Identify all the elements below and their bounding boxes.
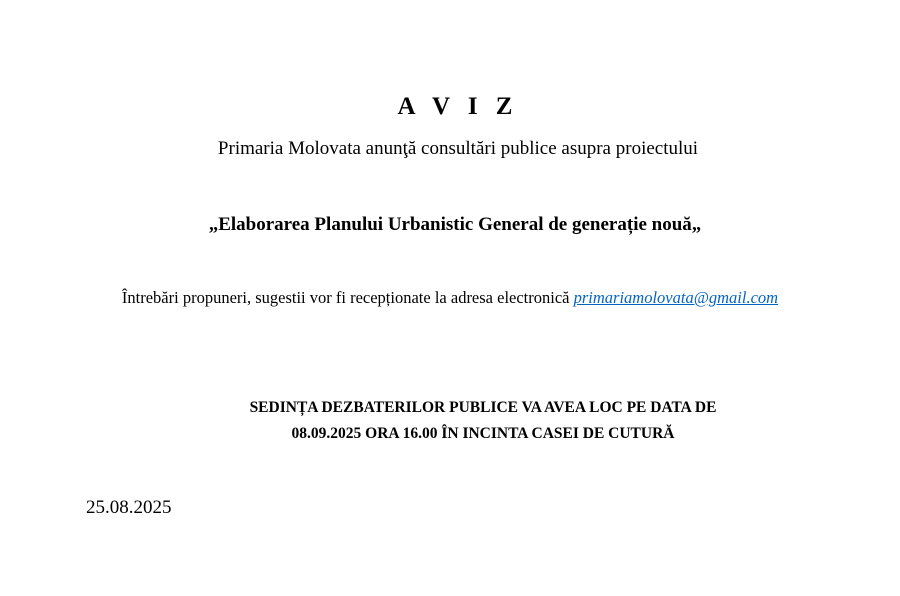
meeting-info-line-2: 08.09.2025 ORA 16.00 ÎN INCINTA CASEI DE CUTURĂ — [291, 425, 675, 442]
notice-subtitle: Primaria Molovata anunţă consultări publice asupra proiectului — [217, 138, 699, 159]
contact-line — [0, 290, 900, 307]
notice-title: A V I Z — [397, 93, 519, 120]
contact-text: Întrebări propuneri, sugestii vor fi recepționate la adresa electronică — [121, 288, 574, 307]
contact-email-link[interactable]: primariamolovata@gmail.com — [573, 288, 779, 307]
project-name: „Elaborarea Planului Urbanistic General de generație nouă„ — [208, 214, 702, 235]
meeting-info-line-1: SEDINȚA DEZBATERILOR PUBLICE VA AVEA LOC PE DATA DE — [249, 399, 717, 416]
notice-date: 25.08.2025 — [86, 497, 172, 518]
